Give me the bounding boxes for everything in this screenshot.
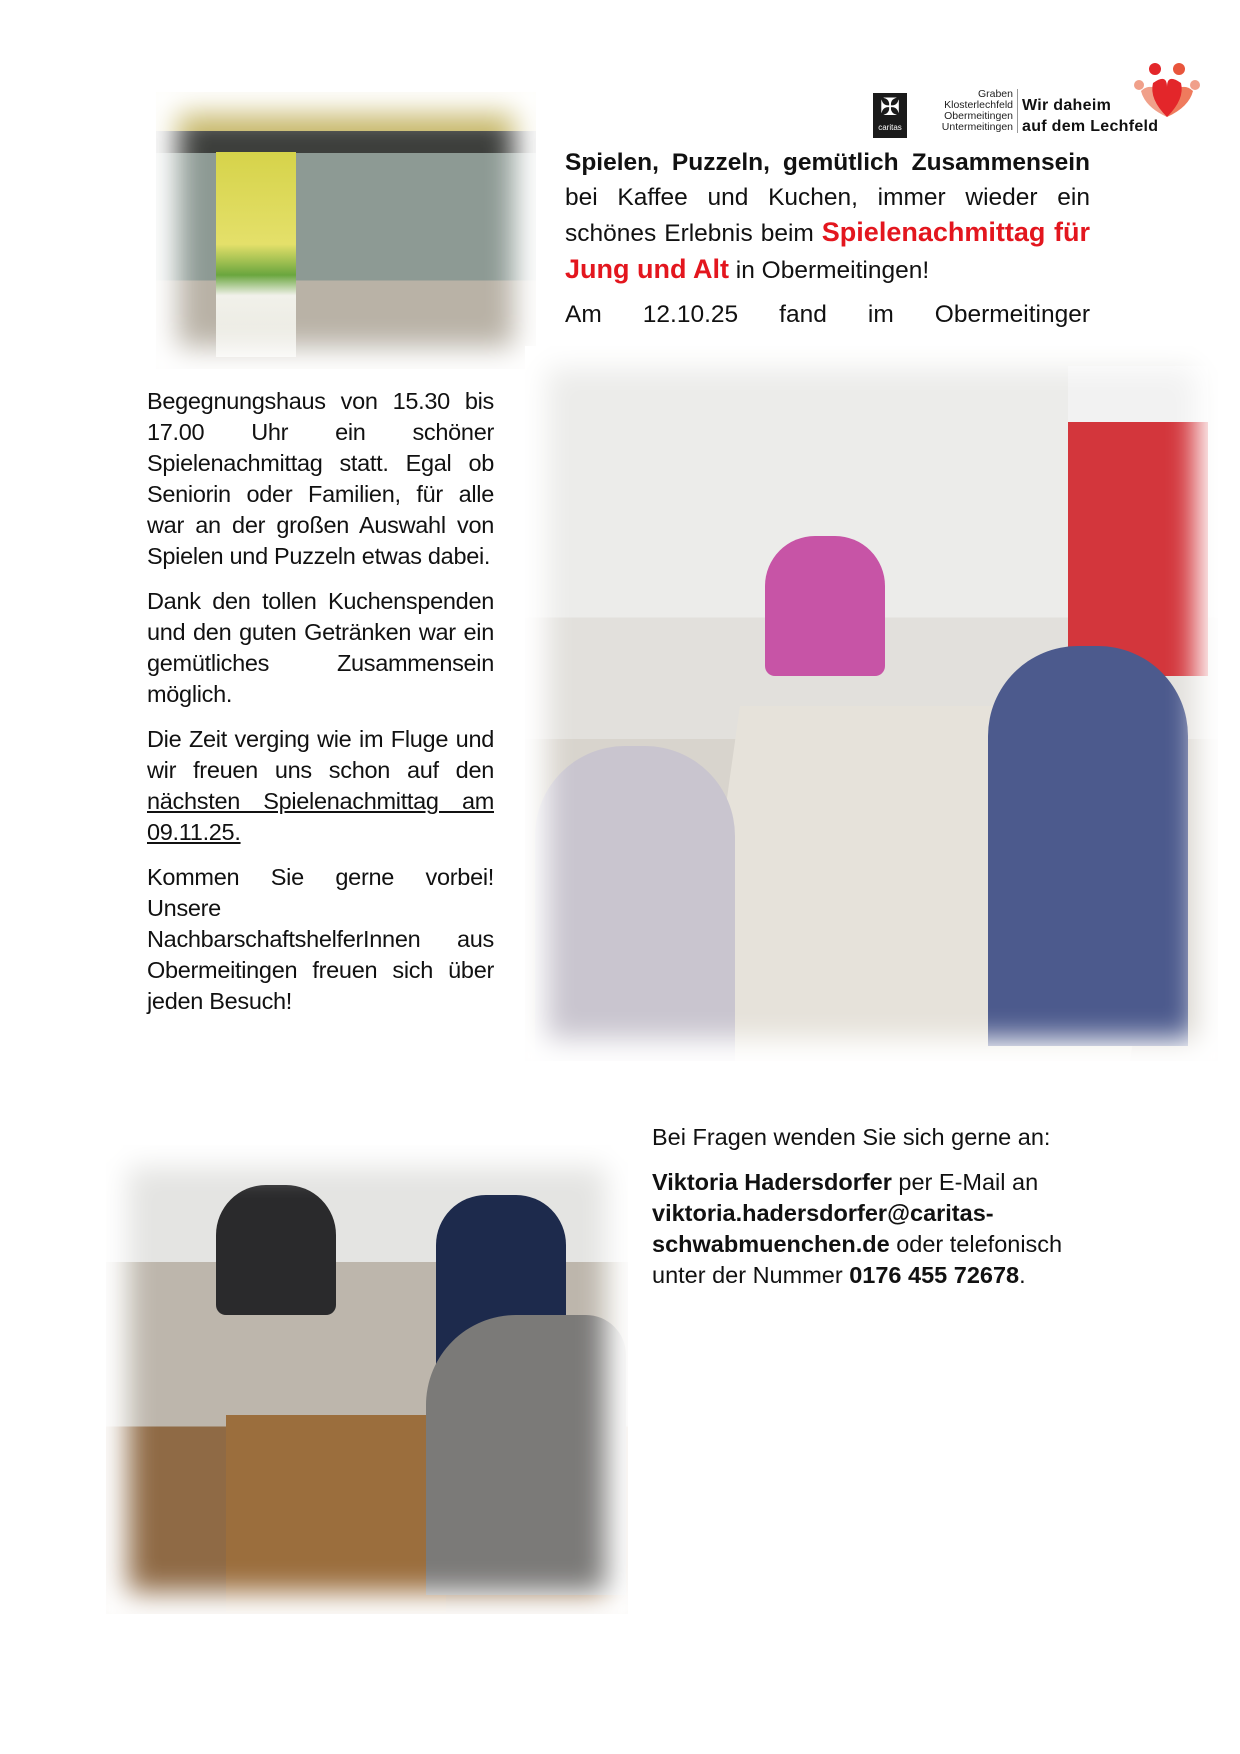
logo bbox=[869, 61, 1204, 146]
contact-intro: Bei Fragen wenden Sie sich gerne an: bbox=[652, 1124, 1051, 1150]
town: Obermeitingen bbox=[944, 110, 1013, 122]
contact-name: Viktoria Hadersdorfer bbox=[652, 1169, 892, 1195]
slogan-line: Wir daheim bbox=[1022, 97, 1112, 114]
contact-text: . bbox=[1019, 1262, 1026, 1288]
paragraph-text: Die Zeit verging wie im Fluge und wir freuen uns schon auf den bbox=[147, 726, 494, 783]
contact-phone[interactable]: 0176 455 72678 bbox=[849, 1262, 1020, 1288]
caritas-logo bbox=[873, 93, 907, 138]
contact-email[interactable]: viktoria.hadersdorfer@caritas-schwabmuenchen.de bbox=[652, 1200, 994, 1257]
town: Untermeitingen bbox=[941, 121, 1013, 133]
intro-lead: Spielen, Puzzeln, gemütlich Zusammensein bbox=[565, 149, 1090, 176]
left-column-text bbox=[147, 386, 494, 1031]
contact-details bbox=[652, 1167, 1112, 1291]
photo-game-table bbox=[525, 346, 1218, 1061]
intro-text-1: bei Kaffee und Kuchen, immer wieder ein schönes Erlebnis beim bbox=[565, 183, 1090, 247]
intro-paragraph bbox=[565, 146, 1090, 288]
town: Klosterlechfeld bbox=[944, 99, 1013, 111]
caritas-label: caritas bbox=[878, 123, 902, 132]
intro-text bbox=[565, 146, 1090, 333]
contact-text: per E-Mail an bbox=[891, 1169, 1039, 1195]
town-list bbox=[913, 89, 1018, 133]
photo-puzzle-table bbox=[106, 1145, 628, 1614]
hearts-people-icon bbox=[1131, 61, 1203, 119]
photo-entrance-banner bbox=[156, 92, 536, 369]
contact-text: oder telefonisch unter der Nummer bbox=[652, 1231, 1063, 1288]
contact-info bbox=[652, 1122, 1112, 1305]
paragraph: Kommen Sie gerne vorbei! Unsere NachbarschaftshelferInnen aus Obermeitingen freuen sich über jeden Besuch! bbox=[147, 864, 494, 1014]
paragraph: Begegnungshaus von 15.30 bis 17.00 Uhr ein schöner Spielenachmittag statt. Egal ob Seniorin oder Familien, für alle war an der großen Auswahl von Spielen und Puzzeln etwas dabei. bbox=[147, 388, 494, 569]
slogan-line: auf dem Lechfeld bbox=[1022, 118, 1159, 135]
paragraph bbox=[147, 724, 494, 848]
paragraph: Dank den tollen Kuchenspenden und den guten Getränken war ein gemütliches Zusammensein möglich. bbox=[147, 588, 494, 707]
caritas-cross-icon: ✠ bbox=[879, 94, 901, 121]
town: Graben bbox=[977, 88, 1013, 100]
next-event-date: nächsten Spielenachmittag am 09.11.25. bbox=[147, 788, 494, 845]
date-line: Am 12.10.25 fand im Obermeitinger bbox=[565, 301, 1090, 328]
intro-text-2: in Obermeitingen! bbox=[728, 256, 930, 284]
event-title: Spielenachmittag für Jung und Alt bbox=[565, 217, 1091, 284]
